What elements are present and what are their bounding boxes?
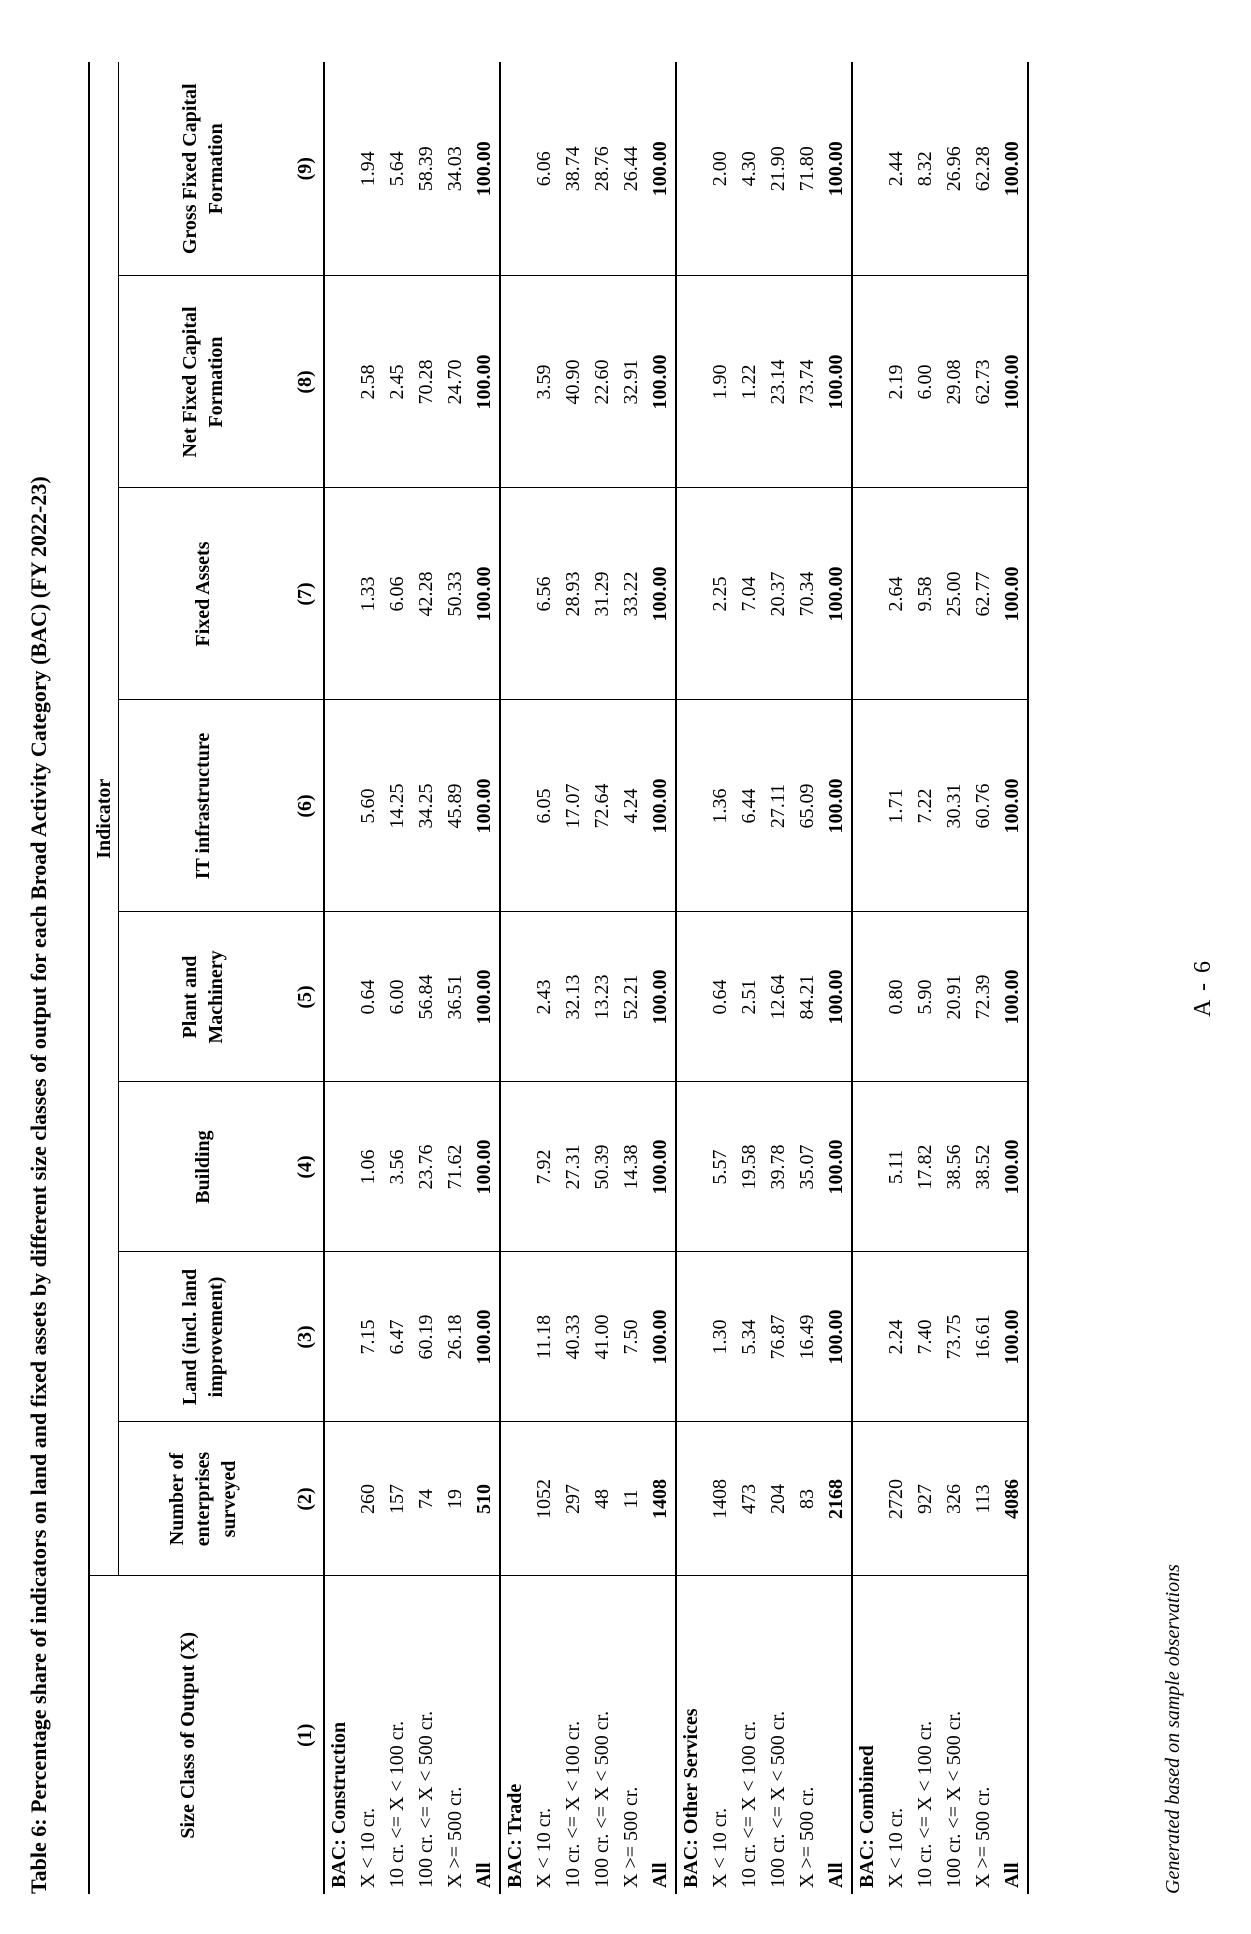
table-cell: 2.58: [354, 276, 383, 488]
table-cell: 1408: [646, 1422, 676, 1576]
table-cell: 5.34: [735, 1252, 764, 1422]
row-label: X >= 500 cr.: [444, 1786, 466, 1888]
table-cell: 21.90: [764, 62, 793, 276]
table-cell: 6.00: [911, 276, 940, 488]
table-row: [940, 62, 969, 1894]
table-cell: 7.50: [617, 1252, 646, 1422]
column-header: Net Fixed Capital Formation: [119, 276, 288, 488]
table-cell: 1.33: [354, 488, 383, 700]
table-cell: 31.29: [588, 488, 617, 700]
table-cell: 28.93: [559, 488, 588, 700]
table-cell: 3.56: [383, 1082, 412, 1252]
empty-cell: [324, 62, 354, 276]
table-cell: 20.91: [940, 912, 969, 1082]
empty-cell: [324, 1422, 354, 1576]
empty-cell: [676, 488, 706, 700]
table-cell: 100.00: [646, 912, 676, 1082]
table-cell: 100.00: [998, 912, 1028, 1082]
table-row: [969, 62, 998, 1894]
empty-cell: [500, 1252, 530, 1422]
table-cell: 41.00: [588, 1252, 617, 1422]
table-cell: 2.64: [882, 488, 911, 700]
table-cell: 100.00: [646, 700, 676, 912]
table-cell: 22.60: [588, 276, 617, 488]
table-cell: 100.00: [822, 62, 852, 276]
table-cell: 100.00: [998, 62, 1028, 276]
table-cell: 100.00: [646, 488, 676, 700]
table-cell: 84.21: [793, 912, 822, 1082]
row-label: X < 10 cr.: [885, 1807, 907, 1888]
table-cell: 6.05: [530, 700, 559, 912]
group-label: BAC: Construction: [328, 1721, 350, 1888]
table-cell: 62.73: [969, 276, 998, 488]
table-cell: 4.30: [735, 62, 764, 276]
table-row: [559, 62, 588, 1894]
table-row: [441, 62, 470, 1894]
table-cell: 16.49: [793, 1252, 822, 1422]
table-cell: 100.00: [646, 62, 676, 276]
table-cell: 2.43: [530, 912, 559, 1082]
empty-cell: [676, 276, 706, 488]
empty-cell: [852, 1082, 882, 1252]
table-cell: 1.36: [706, 700, 735, 912]
table-cell: 100.00: [470, 488, 500, 700]
table-cell: 32.13: [559, 912, 588, 1082]
group-row: [676, 62, 706, 1894]
table-cell: 1408: [706, 1422, 735, 1576]
table-cell: 5.64: [383, 62, 412, 276]
table-cell: 1.30: [706, 1252, 735, 1422]
table-cell: 11.18: [530, 1252, 559, 1422]
group-label: BAC: Combined: [856, 1745, 878, 1888]
table-cell: 510: [470, 1422, 500, 1576]
table-cell: 297: [559, 1422, 588, 1576]
column-header: Gross Fixed Capital Formation: [119, 62, 288, 276]
table-cell: 2.24: [882, 1252, 911, 1422]
table-row: [588, 62, 617, 1894]
table-cell: 73.75: [940, 1252, 969, 1422]
row-label: 10 cr. <= X < 100 cr.: [386, 1720, 408, 1888]
table-cell: 1.94: [354, 62, 383, 276]
table-cell: 38.52: [969, 1082, 998, 1252]
table-cell: 52.21: [617, 912, 646, 1082]
table-cell: 100.00: [998, 276, 1028, 488]
table-cell: 60.19: [412, 1252, 441, 1422]
table-cell: 8.32: [911, 62, 940, 276]
table-cell: 36.51: [441, 912, 470, 1082]
table-cell: 2.51: [735, 912, 764, 1082]
row-label: All: [646, 1576, 676, 1894]
row-label: X < 10 cr.: [709, 1807, 731, 1888]
empty-cell: [852, 276, 882, 488]
table-cell: 5.11: [882, 1082, 911, 1252]
table-cell: 2.19: [882, 276, 911, 488]
table-row: [735, 62, 764, 1894]
column-header: IT infrastructure: [119, 700, 288, 912]
table-cell: 25.00: [940, 488, 969, 700]
table-cell: 1.71: [882, 700, 911, 912]
table-cell: 19: [441, 1422, 470, 1576]
empty-cell: [852, 488, 882, 700]
table-cell: 100.00: [822, 912, 852, 1082]
empty-cell: [852, 700, 882, 912]
table-cell: 60.76: [969, 700, 998, 912]
table-cell: 39.78: [764, 1082, 793, 1252]
table-cell: 42.28: [412, 488, 441, 700]
group-label: BAC: Other Services: [680, 1708, 702, 1888]
table-cell: 2.45: [383, 276, 412, 488]
table-cell: 72.64: [588, 700, 617, 912]
table-cell: 76.87: [764, 1252, 793, 1422]
table-cell: 4.24: [617, 700, 646, 912]
row-label: 10 cr. <= X < 100 cr.: [914, 1720, 936, 1888]
table-cell: 26.18: [441, 1252, 470, 1422]
total-row: [646, 62, 676, 1894]
table-cell: 3.59: [530, 276, 559, 488]
table-cell: 6.44: [735, 700, 764, 912]
table-cell: 100.00: [470, 276, 500, 488]
table-row: [530, 62, 559, 1894]
table-cell: 74: [412, 1422, 441, 1576]
table-cell: 6.00: [383, 912, 412, 1082]
table-cell: 48: [588, 1422, 617, 1576]
page-number: A - 6: [1190, 959, 1216, 1017]
table-cell: 11: [617, 1422, 646, 1576]
table-cell: 27.31: [559, 1082, 588, 1252]
table-cell: 12.64: [764, 912, 793, 1082]
table-header: [89, 62, 324, 1894]
table-cell: 50.33: [441, 488, 470, 700]
column-number: (4): [287, 1082, 324, 1252]
table-cell: 927: [911, 1422, 940, 1576]
table-cell: 100.00: [470, 1252, 500, 1422]
indicator-group-header: Indicator: [89, 62, 119, 1576]
table-cell: 7.15: [354, 1252, 383, 1422]
table-cell: 6.47: [383, 1252, 412, 1422]
empty-cell: [324, 1082, 354, 1252]
column-header: Land (incl. land improvement): [119, 1252, 288, 1422]
table-cell: 100.00: [822, 488, 852, 700]
table-cell: 38.74: [559, 62, 588, 276]
table-cell: 23.14: [764, 276, 793, 488]
table-cell: 32.91: [617, 276, 646, 488]
row-label: X >= 500 cr.: [796, 1786, 818, 1888]
table-cell: 38.56: [940, 1082, 969, 1252]
table-cell: 5.60: [354, 700, 383, 912]
data-table: [88, 62, 1029, 1894]
header-row-numbers: [287, 62, 324, 1894]
header-row-indicator: [89, 62, 119, 1894]
table-row: [793, 62, 822, 1894]
empty-cell: [852, 912, 882, 1082]
empty-cell: [324, 700, 354, 912]
table-cell: 33.22: [617, 488, 646, 700]
table-row: [882, 62, 911, 1894]
group-label: BAC: Trade: [504, 1783, 526, 1888]
table-cell: 26.44: [617, 62, 646, 276]
empty-cell: [500, 1422, 530, 1576]
table-cell: 1.90: [706, 276, 735, 488]
table-cell: 100.00: [822, 1252, 852, 1422]
row-label: X >= 500 cr.: [972, 1786, 994, 1888]
table-row: [412, 62, 441, 1894]
table-cell: 14.38: [617, 1082, 646, 1252]
table-cell: 14.25: [383, 700, 412, 912]
table-cell: 100.00: [470, 62, 500, 276]
total-row: [998, 62, 1028, 1894]
column-number: (7): [287, 488, 324, 700]
table-cell: 9.58: [911, 488, 940, 700]
table-row: [617, 62, 646, 1894]
table-cell: 16.61: [969, 1252, 998, 1422]
table-cell: 6.06: [530, 62, 559, 276]
empty-cell: [324, 276, 354, 488]
table-cell: 2.44: [882, 62, 911, 276]
table-cell: 326: [940, 1422, 969, 1576]
table-cell: 34.25: [412, 700, 441, 912]
column-number: (9): [287, 62, 324, 276]
empty-cell: [676, 1082, 706, 1252]
table-cell: 72.39: [969, 912, 998, 1082]
empty-cell: [324, 488, 354, 700]
empty-cell: [676, 700, 706, 912]
table-cell: 100.00: [998, 700, 1028, 912]
table-cell: 34.03: [441, 62, 470, 276]
table-cell: 0.80: [882, 912, 911, 1082]
column-number: (8): [287, 276, 324, 488]
table-cell: 157: [383, 1422, 412, 1576]
group-row: [500, 62, 530, 1894]
empty-cell: [852, 62, 882, 276]
table-cell: 40.90: [559, 276, 588, 488]
footnote: Generated based on sample observations: [1162, 1564, 1184, 1894]
table-cell: 65.09: [793, 700, 822, 912]
table-cell: 45.89: [441, 700, 470, 912]
table-row: [911, 62, 940, 1894]
table-cell: 13.23: [588, 912, 617, 1082]
empty-cell: [852, 1252, 882, 1422]
empty-cell: [324, 1252, 354, 1422]
table-cell: 6.56: [530, 488, 559, 700]
column-number: (3): [287, 1252, 324, 1422]
empty-cell: [500, 700, 530, 912]
table-cell: 100.00: [998, 1252, 1028, 1422]
table-row: [706, 62, 735, 1894]
column-header: Plant and Machinery: [119, 912, 288, 1082]
table-cell: 6.06: [383, 488, 412, 700]
column-header: Number of enterprises surveyed: [119, 1422, 288, 1576]
table-cell: 19.58: [735, 1082, 764, 1252]
table-cell: 26.96: [940, 62, 969, 276]
row-label: 10 cr. <= X < 100 cr.: [562, 1720, 584, 1888]
table-cell: 4086: [998, 1422, 1028, 1576]
table-cell: 100.00: [470, 700, 500, 912]
empty-cell: [676, 62, 706, 276]
table-row: [383, 62, 412, 1894]
table-cell: 0.64: [706, 912, 735, 1082]
table-cell: 100.00: [998, 488, 1028, 700]
empty-cell: [676, 1252, 706, 1422]
empty-cell: [500, 62, 530, 276]
row-label: 100 cr. <= X < 500 cr.: [415, 1710, 437, 1888]
table-cell: 100.00: [470, 912, 500, 1082]
group-row: [324, 62, 354, 1894]
empty-cell: [500, 276, 530, 488]
table-row: [764, 62, 793, 1894]
empty-cell: [676, 912, 706, 1082]
table-cell: 7.22: [911, 700, 940, 912]
table-cell: 62.77: [969, 488, 998, 700]
table-cell: 20.37: [764, 488, 793, 700]
row-label: 100 cr. <= X < 500 cr.: [591, 1710, 613, 1888]
table-cell: 7.92: [530, 1082, 559, 1252]
table-cell: 204: [764, 1422, 793, 1576]
column-number: (1): [287, 1576, 324, 1894]
table-cell: 2.25: [706, 488, 735, 700]
column-number: (5): [287, 912, 324, 1082]
row-label: 100 cr. <= X < 500 cr.: [767, 1710, 789, 1888]
table-cell: 100.00: [646, 276, 676, 488]
table-cell: 73.74: [793, 276, 822, 488]
table-cell: 100.00: [822, 1082, 852, 1252]
empty-cell: [852, 1422, 882, 1576]
column-number: (2): [287, 1422, 324, 1576]
table-cell: 40.33: [559, 1252, 588, 1422]
column-number: (6): [287, 700, 324, 912]
table-cell: 71.62: [441, 1082, 470, 1252]
table-cell: 5.57: [706, 1082, 735, 1252]
empty-cell: [676, 1422, 706, 1576]
table-cell: 2168: [822, 1422, 852, 1576]
table-cell: 5.90: [911, 912, 940, 1082]
total-row: [822, 62, 852, 1894]
empty-cell: [500, 488, 530, 700]
table-cell: 100.00: [822, 276, 852, 488]
table-cell: 83: [793, 1422, 822, 1576]
group-row: [852, 62, 882, 1894]
table-cell: 260: [354, 1422, 383, 1576]
table-cell: 1.06: [354, 1082, 383, 1252]
table-cell: 473: [735, 1422, 764, 1576]
empty-cell: [324, 912, 354, 1082]
column-header: Fixed Assets: [119, 488, 288, 700]
empty-cell: [500, 912, 530, 1082]
table-cell: 100.00: [822, 700, 852, 912]
table-cell: 1.22: [735, 276, 764, 488]
table-cell: 24.70: [441, 276, 470, 488]
table-row: [354, 62, 383, 1894]
table-cell: 29.08: [940, 276, 969, 488]
table-cell: 1052: [530, 1422, 559, 1576]
table-title: Table 6: Percentage share of indicators on land and fixed assets by different size classes of output for each Broad Activity Category (BAC) (FY 2022-23): [26, 476, 51, 1894]
table-cell: 0.64: [354, 912, 383, 1082]
row-label: X >= 500 cr.: [620, 1786, 642, 1888]
row-label: 100 cr. <= X < 500 cr.: [943, 1710, 965, 1888]
table-cell: 50.39: [588, 1082, 617, 1252]
table-cell: 100.00: [646, 1252, 676, 1422]
total-row: [470, 62, 500, 1894]
row-label: X < 10 cr.: [357, 1807, 379, 1888]
table-body: [324, 62, 1028, 1894]
table-cell: 71.80: [793, 62, 822, 276]
table-cell: 113: [969, 1422, 998, 1576]
table-cell: 23.76: [412, 1082, 441, 1252]
table-cell: 62.28: [969, 62, 998, 276]
table-cell: 7.40: [911, 1252, 940, 1422]
table-cell: 27.11: [764, 700, 793, 912]
table-cell: 30.31: [940, 700, 969, 912]
table-cell: 17.82: [911, 1082, 940, 1252]
row-label: X < 10 cr.: [533, 1807, 555, 1888]
row-label: All: [998, 1576, 1028, 1894]
table-cell: 2.00: [706, 62, 735, 276]
table-cell: 58.39: [412, 62, 441, 276]
table-cell: 56.84: [412, 912, 441, 1082]
table-cell: 7.04: [735, 488, 764, 700]
row-label: 10 cr. <= X < 100 cr.: [738, 1720, 760, 1888]
row-label: All: [822, 1576, 852, 1894]
table-cell: 100.00: [998, 1082, 1028, 1252]
row-label: All: [470, 1576, 500, 1894]
table-cell: 2720: [882, 1422, 911, 1576]
table-cell: 100.00: [470, 1082, 500, 1252]
table-cell: 100.00: [646, 1082, 676, 1252]
column-header: Building: [119, 1082, 288, 1252]
stub-header: Size Class of Output (X): [89, 1576, 287, 1894]
table-cell: 35.07: [793, 1082, 822, 1252]
table-cell: 17.07: [559, 700, 588, 912]
table-cell: 70.28: [412, 276, 441, 488]
table-cell: 70.34: [793, 488, 822, 700]
empty-cell: [500, 1082, 530, 1252]
table-cell: 28.76: [588, 62, 617, 276]
